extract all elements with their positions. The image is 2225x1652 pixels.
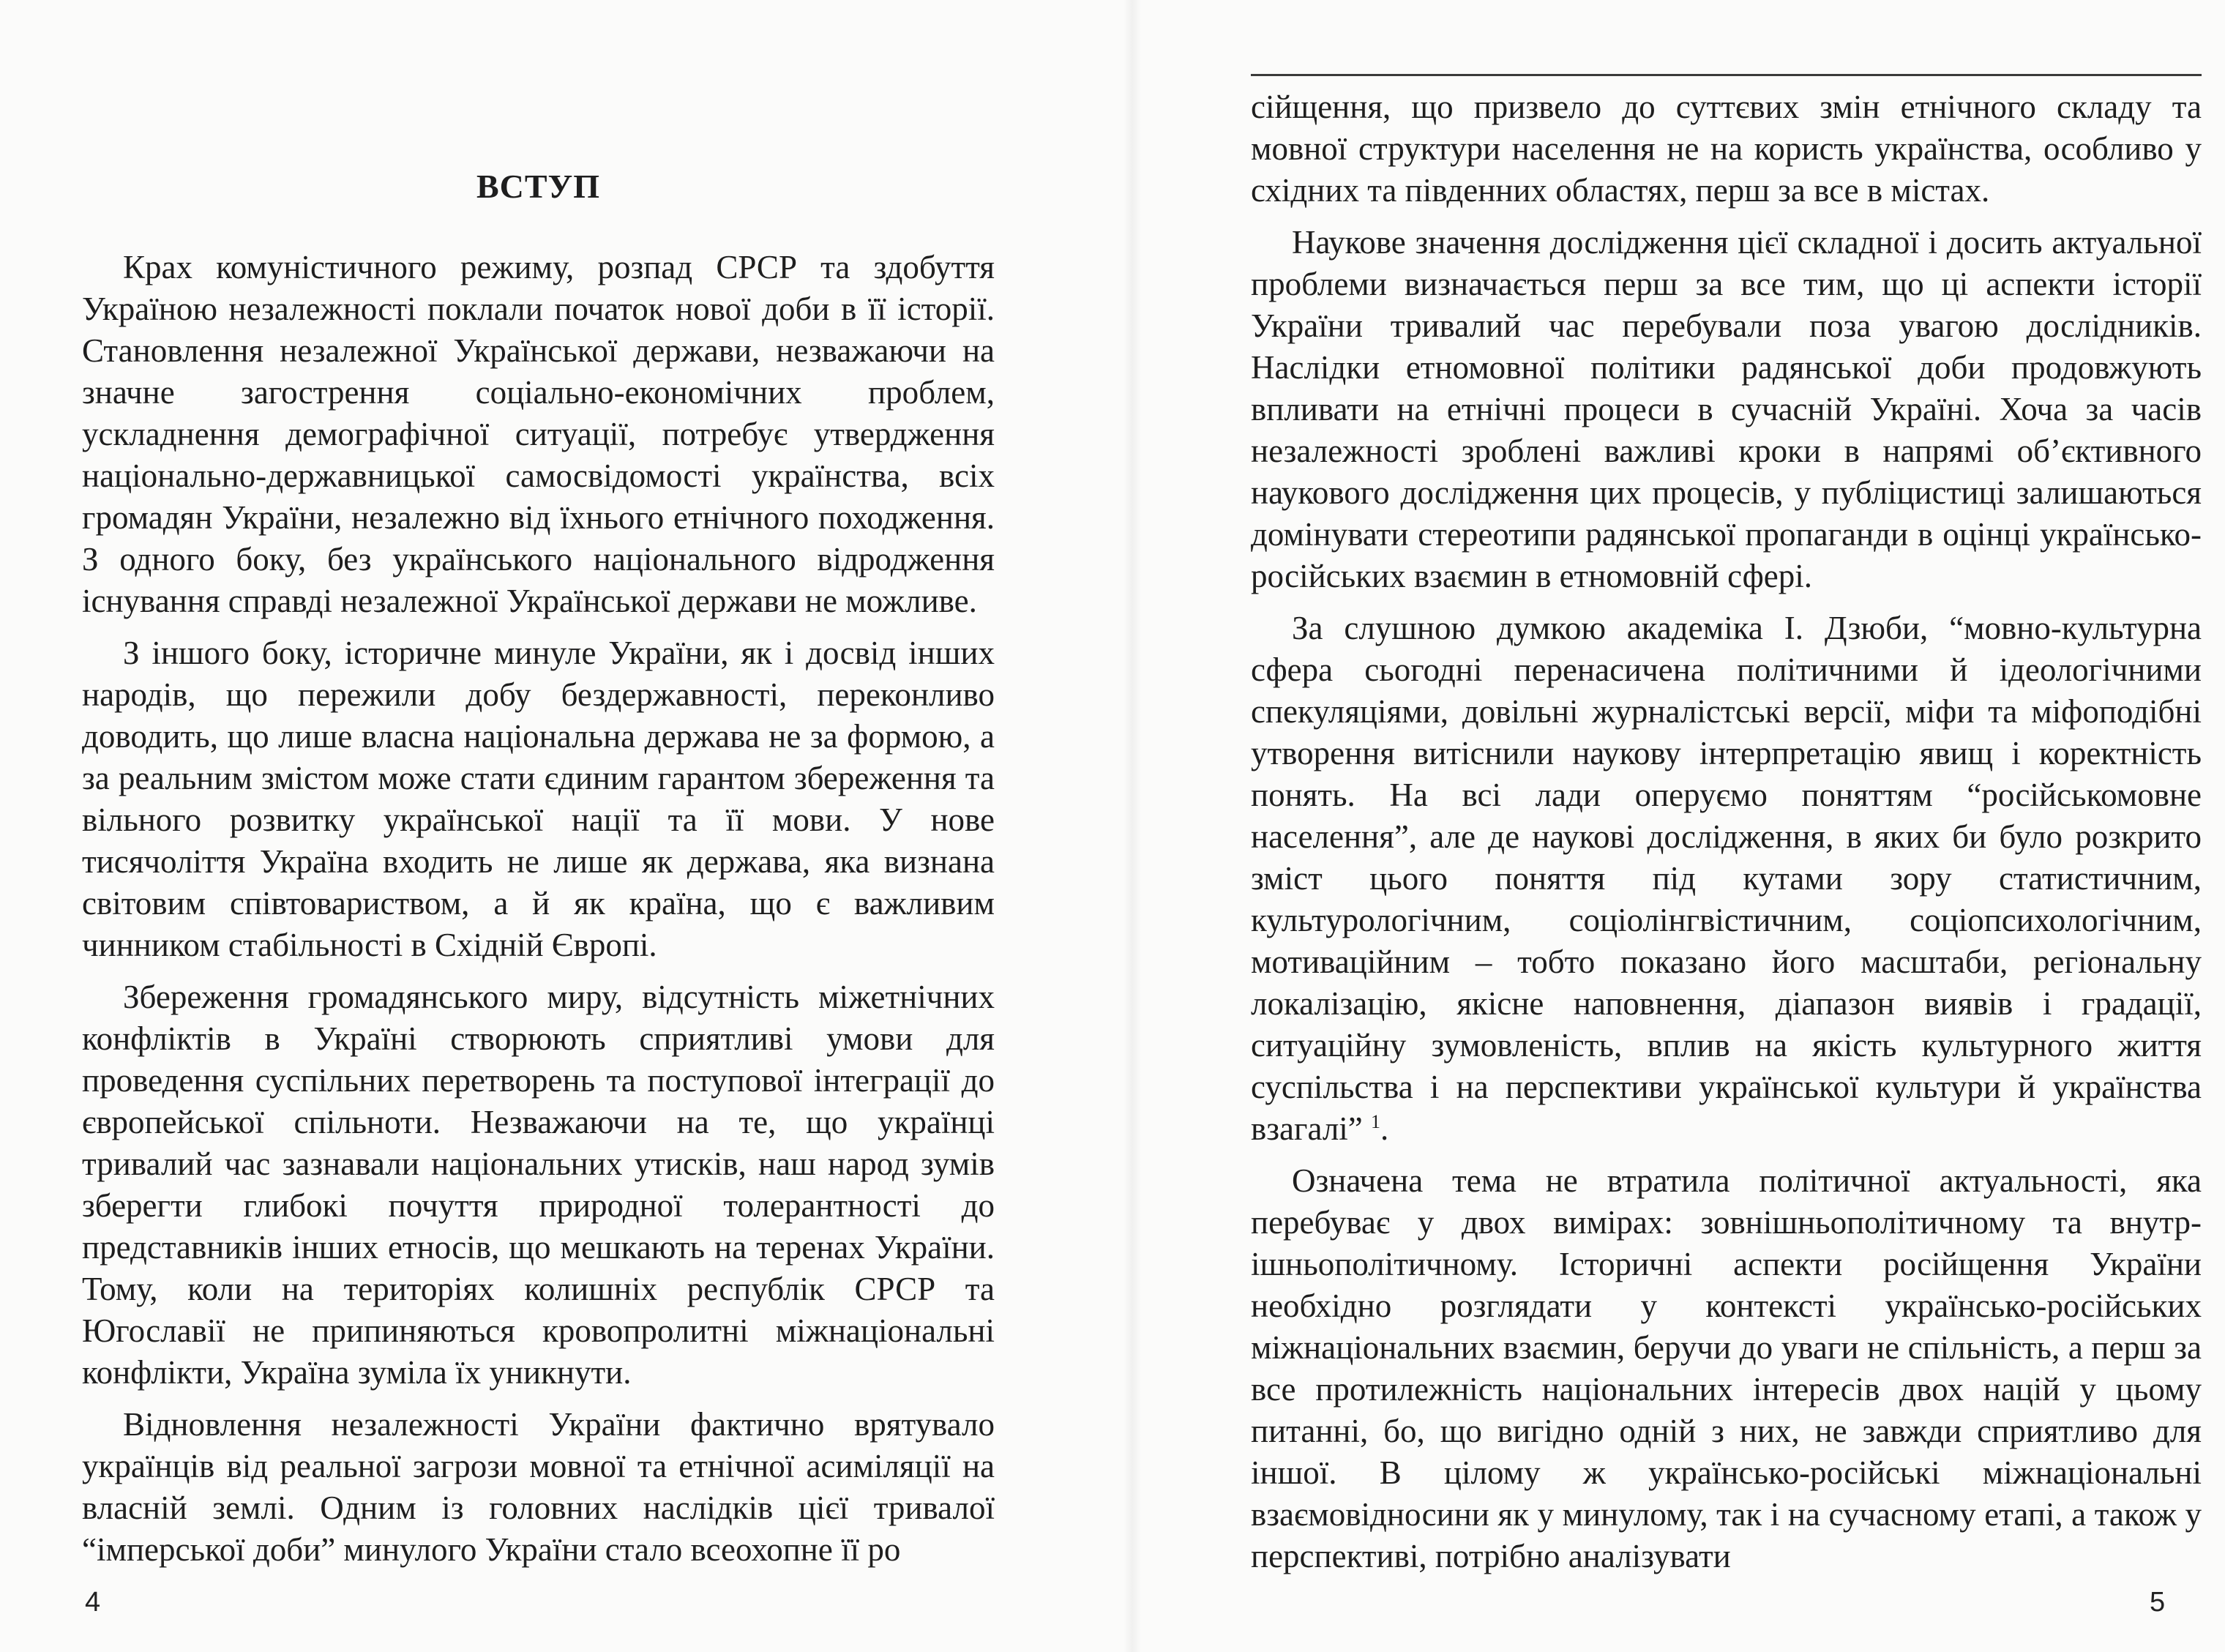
paragraph: Відновлення незалежності України фактично врятувало українців від реальної загрози мовної та етнічної асиміляції на власній землі. Одним із головних наслідків цієї тривалої “імперської доби” минулого України стало всеохопне її ро [82,1406,995,1568]
book-gutter [1123,0,1141,1652]
left-text-block [82,146,995,1571]
paragraph: З іншого боку, історичне минуле України, як і досвід інших народів, що пережили добу бездержавності, переконливо доводить, що лише власна національна держава не за формою, а за реальним змістом може стати єдиним гарантом збереження та вільного розвитку української нації та її мови. У нове тисячоліття Україна входить не лише як держава, яка визнана світовим співтовариством, а й як країна, що є важливим чинником стабільності в Східній Європі. [82,635,995,963]
paragraph: Крах комуністичного режиму, розпад СРСР та здобуття Україною незалежності поклали початок нової доби в її історії. Становлення незалежної Української держави, незважаючи на значне загострення соціально-економічних проблем, ускладнення демографічної ситуації, потребує утвердження національно-державницької самосвідомості українства, всіх громадян України, незалежно від їхнього етнічного походження. З одного боку, без українського національного відродження існування справді незалежної Української держави не можливе. [82,249,995,619]
quote-text: За слушною думкою академіка І. Дзюби, “мовно-культурна сфера сьогодні перенасичена політичними й ідеологічними спекуляціями, довільні журналістські версії, міфи та міфоподібні утворення витіснили наукову інтерпретацію явищ і коректність понять. На всі лади оперуємо поняттям “російськомовне населення”, але де наукові дослідження, в яких би було розкрито зміст цього поняття під кутами зору статистичним, культурологічним, соціолінгвістичним, соціопсихологічним, мотиваційним – тобто показано його масштаби, регіональну локалізацію, якісне наповнення, діапазон виявів і градації, ситуаційну зумовленість, вплив на якість культурного життя суспільства і на перспективи української культури й українства взагалі” [1251,610,2202,1147]
quote-paragraph: За слушною думкою академіка І. Дзюби, “мовно-культурна сфера сьогодні перенасичена політичними й ідеологічними спекуляціями, довільні журналістські версії, міфи та міфоподібні утворення витіснили наукову інтерпретацію явищ і коректність понять. На всі лади оперуємо поняттям “російськомовне населення”, але де наукові дослідження, в яких би було розкрито зміст цього поняття під кутами зору статистичним, культурологічним, соціолінгвістичним, соціопсихологічним, мотиваційним – тобто показано його масштаби, регіональну локалізацію, якісне наповнення, діапазон виявів і градації, ситуаційну зумовленість, вплив на якість культурного життя суспільства і на перспективи української культури й українства взагалі” $^1$. [1251,610,2202,1147]
paragraph: Збереження громадянського миру, відсутність міжетнічних конфліктів в Україні створюють сприятливі умови для проведення суспільних перетворень та поступової інтеграції до європейської спільноти. Незважаючи на те, що українці тривалий час зазнавали національних утисків, наш народ зумів зберегти глибокі почуття природної толерантності до представників інших етносів, що мешкають на теренах України. Тому, коли на територіях колишніх республік СРСР та Югославії не припиняються кровопролитні міжнаціональні конфлікти, Україна зуміла їх уникнути. [82,979,995,1391]
page-number: 4 [85,1587,101,1618]
right-page [1141,0,2225,1652]
right-text-block [1251,86,2202,1577]
paragraph: Наукове значення дослідження цієї складної і досить актуальної проблеми визначається перш за все тим, що ці аспекти історії України тривалий час перебували поза увагою дослідників. Наслідки етномовної політики радянської доби продовжують впливати на етнічні процеси в сучасній Україні. Хоча за часів незалежності зроблені важливі кроки в напрямі об’єктивного наукового дослідження цих процесів, у публіцистиці залишаються домінувати стереотипи радянської пропаганди в оцінці українсько-російських взаємин в етномовній сфері. [1251,224,2202,594]
page-number: 5 [2150,1587,2166,1618]
paragraph: Означена тема не втратила політичної актуальності, яка перебуває у двох вимірах: зовнішньополітичному та внутрішньополітичному. Історичні аспекти російщення України необхідно розглядати у контексті українсько-російських міжнаціональних взаємин, беручи до уваги не спільність, а перш за все протилежність національних інтересів двох націй у цьому питанні, бо, що вигідно одній з них, не завжди сприятливо для іншої. В цілому ж українсько-російські міжнаціональні взаємовідносини як у минулому, так і на сучасному етапі, а також у перспективі, потрібно аналізувати [1251,1162,2202,1574]
paragraph-continued: сійщення, що призвело до суттєвих змін етнічного складу та мовної структури населення не на користь українства, особливо у східних та південних областях, перш за все в містах. [1251,89,2202,209]
header-rule [1251,74,2202,76]
footnote-reference: 1 [1371,1111,1381,1132]
chapter-heading: ВСТУП [476,168,601,205]
